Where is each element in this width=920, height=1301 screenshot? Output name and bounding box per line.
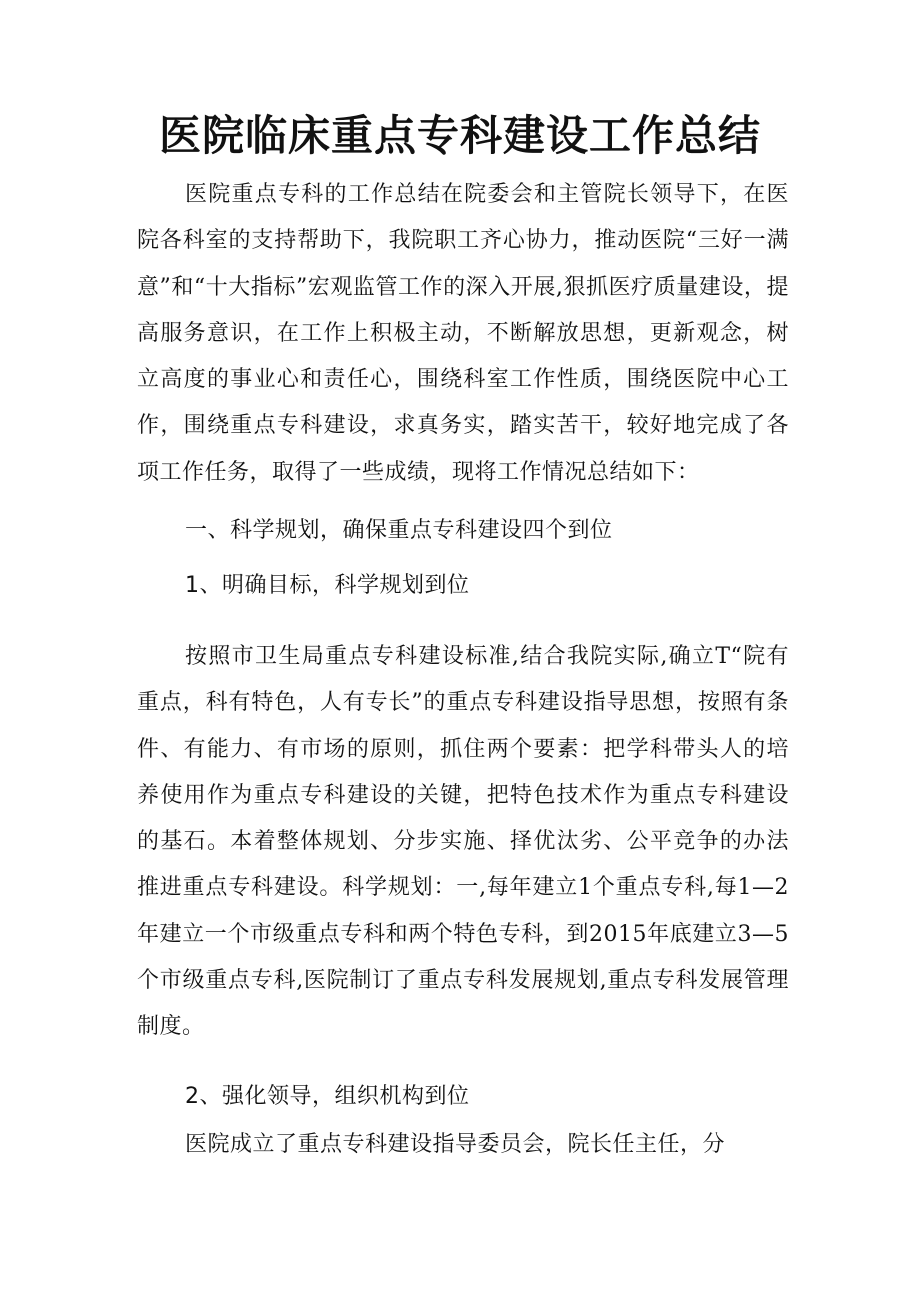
intro-paragraph: 医院重点专科的工作总结在院委会和主管院长领导下，在医院各科室的支持帮助下，我院职工齐心协力，推动医院“三好一满意”和“十大指标”宏观监管工作的深入开展,狠抓医疗质量建设，提高服务意识，在工作上积极主动，不断解放思想，更新观念，树立高度的事业心和责任心，围绕科室工作性质，围绕医院中心工作，围绕重点专科建设，求真务实，踏实苦干，较好地完成了各项工作任务，取得了一些成绩，现将工作情况总结如下：: [137, 182, 789, 485]
document-title: 医院临床重点专科建设工作总结: [158, 111, 761, 160]
section-heading-1: 一、科学规划，确保重点专科建设四个到位: [185, 518, 613, 543]
item-paragraph-2: 医院成立了重点专科建设指导委员会，院长任主任，分: [185, 1132, 726, 1157]
item-heading-2: 2、强化领导，组织机构到位: [185, 1084, 470, 1109]
item-paragraph-1: 按照市卫生局重点专科建设标准,结合我院实际,确立T“院有重点，科有特色，人有专长”的重点专科建设指导思想，按照有条件、有能力、有市场的原则，抓住两个要素：把学科带头人的培养使用作为重点专科建设的关键，把特色技术作为重点专科建设的基石。本着整体规划、分步实施、择优汰劣、公平竞争的办法推进重点专科建设。科学规划：一,每年建立1个重点专科,每1—2年建立一个市级重点专科和两个特色专科，到2015年底建立3—5个市级重点专科,医院制订了重点专科发展规划,重点专科发展管理制度。: [137, 644, 789, 1040]
item-heading-1: 1、明确目标，科学规划到位: [185, 573, 470, 598]
